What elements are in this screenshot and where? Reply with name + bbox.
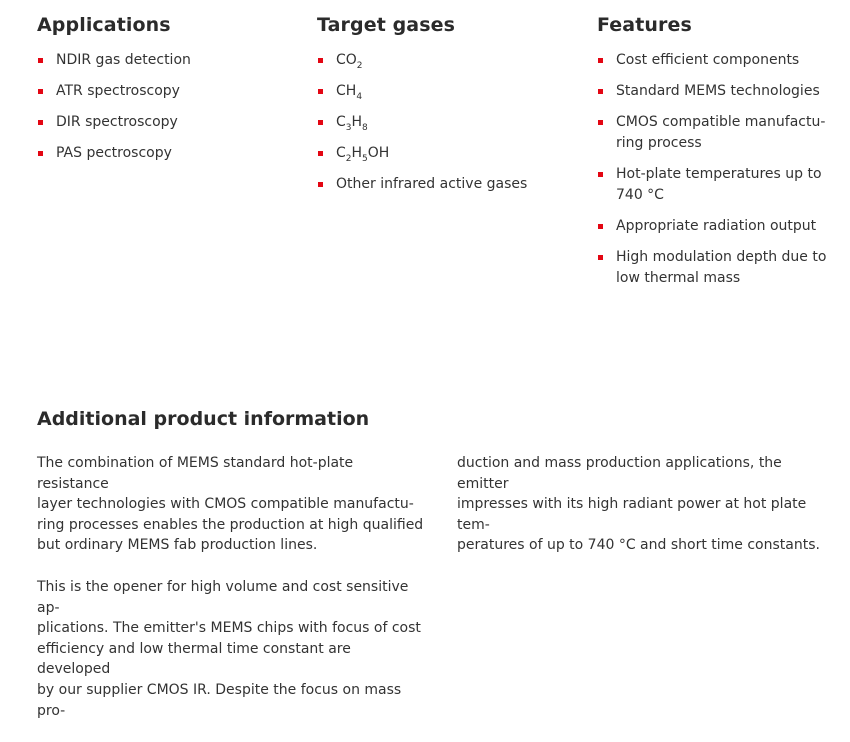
bullet-square-icon <box>38 58 43 63</box>
applications-list <box>37 50 277 164</box>
target-gas-item-text <box>336 145 390 164</box>
bullet-square-icon <box>598 120 603 125</box>
feature-item <box>597 81 829 102</box>
feature-item <box>597 216 829 237</box>
target-gas-item-text <box>336 52 363 71</box>
application-item-text: PAS pectroscopy <box>56 145 172 161</box>
bullet-square-icon <box>38 151 43 156</box>
formula-part: Other infrared active gases <box>336 176 528 192</box>
target-gas-item <box>317 112 557 133</box>
applications-column <box>37 12 277 174</box>
target-gas-item <box>317 50 557 71</box>
formula-part: CO <box>336 52 357 68</box>
additional-info-left-column <box>37 453 427 742</box>
formula-part: OH <box>367 145 390 161</box>
formula-subscript: 5 <box>362 154 368 164</box>
feature-item-text: Appropriate radiation output <box>616 218 817 234</box>
paragraph: This is the opener for high volume and cost sensitive ap- plications. The emitter's MEMS chips with focus of cost efficiency and low thermal time constant are developed by our supplier CMOS IR. Despite the focus on mass pro- <box>37 578 421 719</box>
feature-item <box>597 247 829 289</box>
application-item <box>37 50 277 71</box>
additional-info-heading: Additional product information <box>37 408 370 430</box>
features-column <box>597 12 829 299</box>
applications-heading: Applications <box>37 14 171 36</box>
formula-subscript: 4 <box>356 92 363 102</box>
application-item <box>37 112 277 133</box>
formula-subscript: 2 <box>345 154 352 164</box>
feature-item-text: Hot-plate temperatures up to 740 °C <box>616 166 822 203</box>
feature-item <box>597 112 829 154</box>
feature-item-text: CMOS compatible manufactu- ring process <box>616 114 826 151</box>
bullet-square-icon <box>598 172 603 177</box>
target-gas-item-text <box>336 114 368 133</box>
bullet-square-icon <box>598 89 603 94</box>
formula-subscript: 2 <box>356 61 363 71</box>
target-gas-item <box>317 174 557 195</box>
formula-subscript: 3 <box>345 123 352 133</box>
bullet-square-icon <box>318 58 323 63</box>
feature-item-text: Standard MEMS technologies <box>616 83 820 99</box>
target-gas-item <box>317 143 557 164</box>
bullet-square-icon <box>318 151 323 156</box>
formula-part: CH <box>336 83 357 99</box>
application-item-text: DIR spectroscopy <box>56 114 178 130</box>
formula-part: H <box>351 114 363 130</box>
formula-part: H <box>351 145 363 161</box>
bullet-square-icon <box>318 120 323 125</box>
features-list <box>597 50 829 289</box>
application-item-text: NDIR gas detection <box>56 52 191 68</box>
feature-item-text: Cost efficient components <box>616 52 800 68</box>
additional-info-right-column <box>457 453 837 577</box>
application-item-text: ATR spectroscopy <box>56 83 180 99</box>
bullet-square-icon <box>598 255 603 260</box>
formula-subscript: 8 <box>362 123 368 133</box>
formula-part: C <box>336 114 346 130</box>
bullet-square-icon <box>598 58 603 63</box>
application-item <box>37 81 277 102</box>
paragraph: The combination of MEMS standard hot-plate resistance layer technologies with CMOS compatible manufactu- ring processes enables the production at high qualified but ordinary MEMS fab production lines. <box>37 455 424 554</box>
target-gases-column <box>317 12 557 205</box>
features-heading: Features <box>597 14 692 36</box>
target-gases-heading: Target gases <box>317 14 456 36</box>
bullet-square-icon <box>38 120 43 125</box>
target-gases-list <box>317 50 557 195</box>
feature-item-text: High modulation depth due to low thermal mass <box>616 249 827 286</box>
target-gas-item-text <box>336 176 527 192</box>
bullet-square-icon <box>598 224 603 229</box>
formula-part: C <box>336 145 346 161</box>
bullet-square-icon <box>318 182 323 187</box>
paragraph: duction and mass production applications, the emitter impresses with its high radiant power at hot plate tem- peratures of up to 740 °C and short time constants. <box>457 455 820 554</box>
feature-item <box>597 50 829 71</box>
feature-item <box>597 164 829 206</box>
bullet-square-icon <box>318 89 323 94</box>
target-gas-item <box>317 81 557 102</box>
application-item <box>37 143 277 164</box>
target-gas-item-text <box>336 83 363 102</box>
bullet-square-icon <box>38 89 43 94</box>
